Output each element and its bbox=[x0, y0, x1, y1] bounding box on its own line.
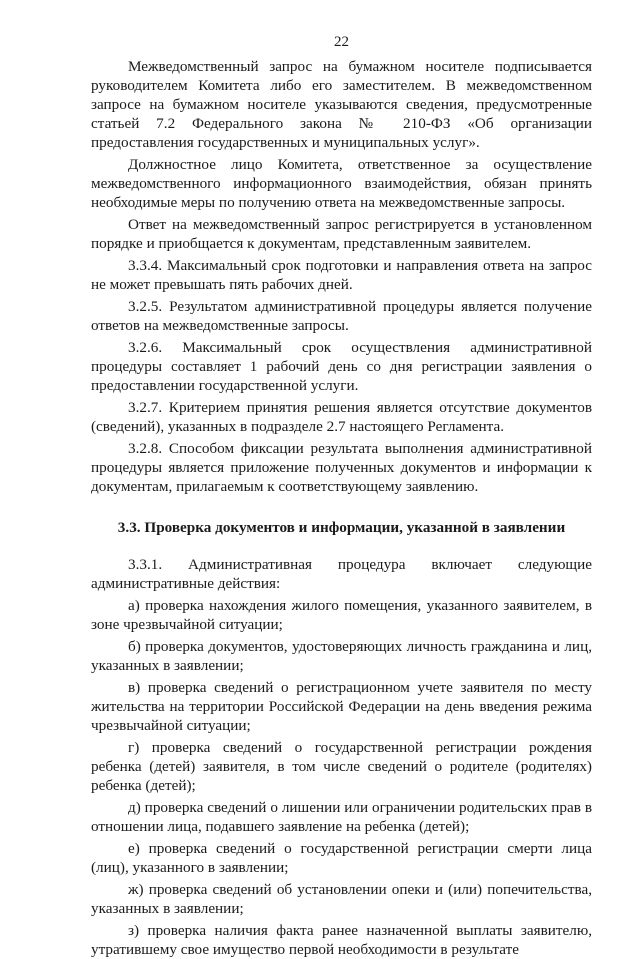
body-text-before bbox=[91, 57, 592, 496]
list-item: в) проверка сведений о регистрационном учете заявителя по месту жительства на территории Российской Федерации на день введения режима чрезвычайной ситуации; bbox=[91, 679, 592, 734]
list-item: ж) проверка сведений об установлении опеки и (или) попечительства, указанных в заявлении; bbox=[91, 881, 592, 917]
paragraph: Ответ на межведомственный запрос регистрируется в установленном порядке и приобщается к документам, представленным заявителем. bbox=[91, 216, 592, 252]
list-item: е) проверка сведений о государственной регистрации смерти лица (лиц), указанного в заявлении; bbox=[91, 840, 592, 876]
paragraph: 3.2.7. Критерием принятия решения является отсутствие документов (сведений), указанных в подразделе 2.7 настоящего Регламента. bbox=[91, 399, 592, 435]
body-text-after bbox=[91, 555, 592, 959]
list-item: г) проверка сведений о государственной регистрации рождения ребенка (детей) заявителя, в том числе сведений о родителе (родителях) ребенка (детей); bbox=[91, 739, 592, 794]
list-item: д) проверка сведений о лишении или ограничении родительских прав в отношении лица, подавшего заявление на ребенка (детей); bbox=[91, 799, 592, 835]
section-title: 3.3. Проверка документов и информации, указанной в заявлении bbox=[117, 519, 566, 536]
paragraph: Должностное лицо Комитета, ответственное за осуществление межведомственного информационного взаимодействия, обязан принять необходимые меры по получению ответа на межведомственные запросы. bbox=[91, 156, 592, 211]
list-item: з) проверка наличия факта ранее назначенной выплаты заявителю, утратившему свое имущество первой необходимости в результате bbox=[91, 922, 592, 958]
list-item: а) проверка нахождения жилого помещения, указанного заявителем, в зоне чрезвычайной ситуации; bbox=[91, 597, 592, 633]
list-item: б) проверка документов, удостоверяющих личность гражданина и лиц, указанных в заявлении; bbox=[91, 638, 592, 674]
paragraph: 3.2.5. Результатом административной процедуры является получение ответов на межведомственные запросы. bbox=[91, 298, 592, 334]
paragraph: 3.3.1. Административная процедура включает следующие административные действия: bbox=[91, 556, 592, 592]
paragraph: 3.2.6. Максимальный срок осуществления административной процедуры составляет 1 рабочий день со дня регистрации заявления о предоставлении государственной услуги. bbox=[91, 339, 592, 394]
page-number: 22 bbox=[334, 34, 349, 50]
paragraph: 3.3.4. Максимальный срок подготовки и направления ответа на запрос не может превышать пять рабочих дней. bbox=[91, 257, 592, 293]
paragraph: Межведомственный запрос на бумажном носителе подписывается руководителем Комитета либо его заместителем. В межведомственном запросе на бумажном носителе указываются сведения, предусмотренные статьей 7.2 Федерального закона № 210-ФЗ «Об организации предоставления государственных и муниципальных услуг». bbox=[91, 58, 592, 151]
paragraph: 3.2.8. Способом фиксации результата выполнения административной процедуры является приложение полученных документов и информации к документам, прилагаемым к соответствующему заявлению. bbox=[91, 440, 592, 495]
